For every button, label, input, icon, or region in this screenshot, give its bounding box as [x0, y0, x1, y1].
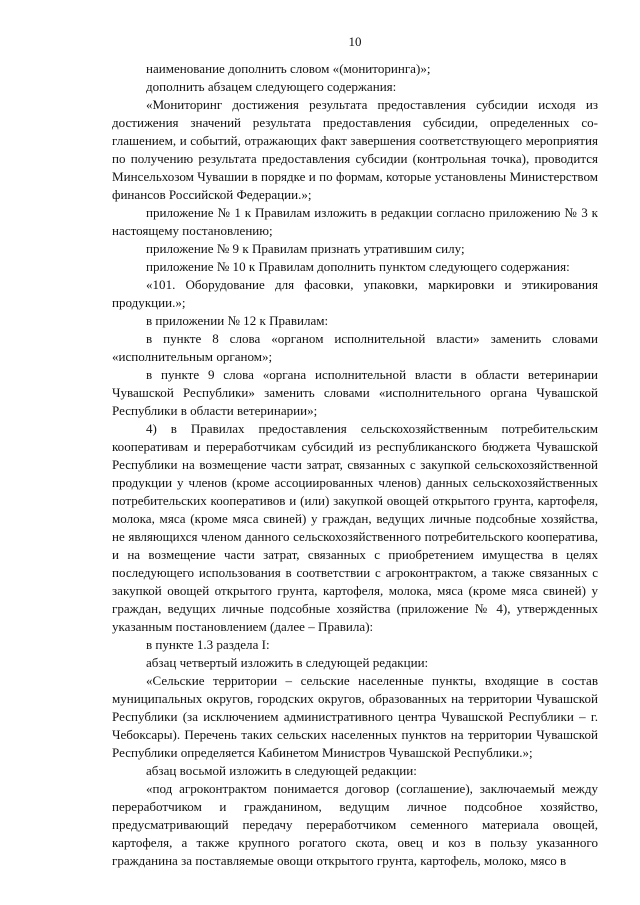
paragraph: в пункте 1.3 раздела I:: [146, 637, 270, 652]
paragraph: приложение № 9 к Правилам признать утратившим силу;: [146, 241, 465, 256]
paragraph: в пункте 9 слова «органа исполнительной власти в области ветеринарии Чувашской Республики» заменить словами «исполнительного органа Чувашской Республики в области ветеринарии»;: [112, 367, 598, 418]
paragraph: дополнить абзацем следующего содержания:: [146, 79, 397, 94]
paragraph: в пункте 8 слова «органом исполнительной власти» заменить словами «исполнительным органом»;: [112, 331, 598, 364]
paragraph: абзац восьмой изложить в следующей редакции:: [146, 763, 417, 778]
paragraph: абзац четвертый изложить в следующей редакции:: [146, 655, 429, 670]
paragraph: в приложении № 12 к Правилам:: [146, 313, 329, 328]
paragraph: 4) в Правилах предоставления сельскохозяйственным потребительским кооперативам и переработчикам субсидий из республиканского бюджета Чувашской Республики на возмещение части затрат, связанных с закупкой сельскохозяйственной продукции у членов (кроме ассоциированных членов) данных сельскохозяйственных потребительских кооперативов и (или) закупкой овощей открытого грунта, картофеля, молока, мяса (кроме мяса свиней) у граждан, ведущих личные подсобные хозяйства, не являющихся членом данного сельскохозяйственного потребительского кооператива, и на возмещение части затрат, связанных с приобретением имущества в целях последующего использования в соответствии с агроконтрактом, а также связанных с закупкой овощей открытого грунта, картофеля, молока, мяса (кроме мяса свиней) у граждан, ведущих личные подсобные хозяйства (приложение № 4), утвержденных указанным постановлением (далее – Правила):: [112, 421, 598, 634]
paragraph: наименование дополнить словом «(мониторинга)»;: [146, 61, 431, 76]
paragraph: «Сельские территории – сельские населенные пункты, входящие в состав муниципальных округов, городских округов, образованных на территории Чувашской Республики (за исключением административного центра Чувашской Республики – г. Чебоксары). Перечень таких сельских населенных пунктов на территории Чувашской Республики определяется Кабинетом Министров Чувашской Республики.»;: [112, 673, 598, 760]
paragraph: «101. Оборудование для фасовки, упаковки, маркировки и этикирования продукции.»;: [112, 277, 598, 310]
paragraph: приложение № 1 к Правилам изложить в редакции согласно приложению № 3 к настоящему постановлению;: [112, 205, 598, 238]
page-number: 10: [348, 34, 362, 49]
document-body: [112, 60, 598, 870]
paragraph: «Мониторинг достижения результата предоставления субсидии исходя из достижения значений результата предоставления субсидии, определенных со-глашением, и событий, отражающих факт завершения соответствующего мероприятия по получению результата предоставления субсидии (контрольная точка), проводится Минсельхозом Чувашии в порядке и по формам, которые установлены Министерством финансов Российской Федерации.»;: [112, 97, 598, 202]
paragraph: «под агроконтрактом понимается договор (соглашение), заключаемый между переработчиком и гражданином, ведущим личное подсобное хозяйство, предусматривающий передачу переработчиком семенного материала овощей, картофеля, а также крупного рогатого скота, овец и коз в пользу указанного гражданина за поставляемые овощи открытого грунта, картофель, молоко, мясо в: [112, 781, 598, 868]
paragraph: приложение № 10 к Правилам дополнить пунктом следующего содержания:: [146, 259, 570, 274]
